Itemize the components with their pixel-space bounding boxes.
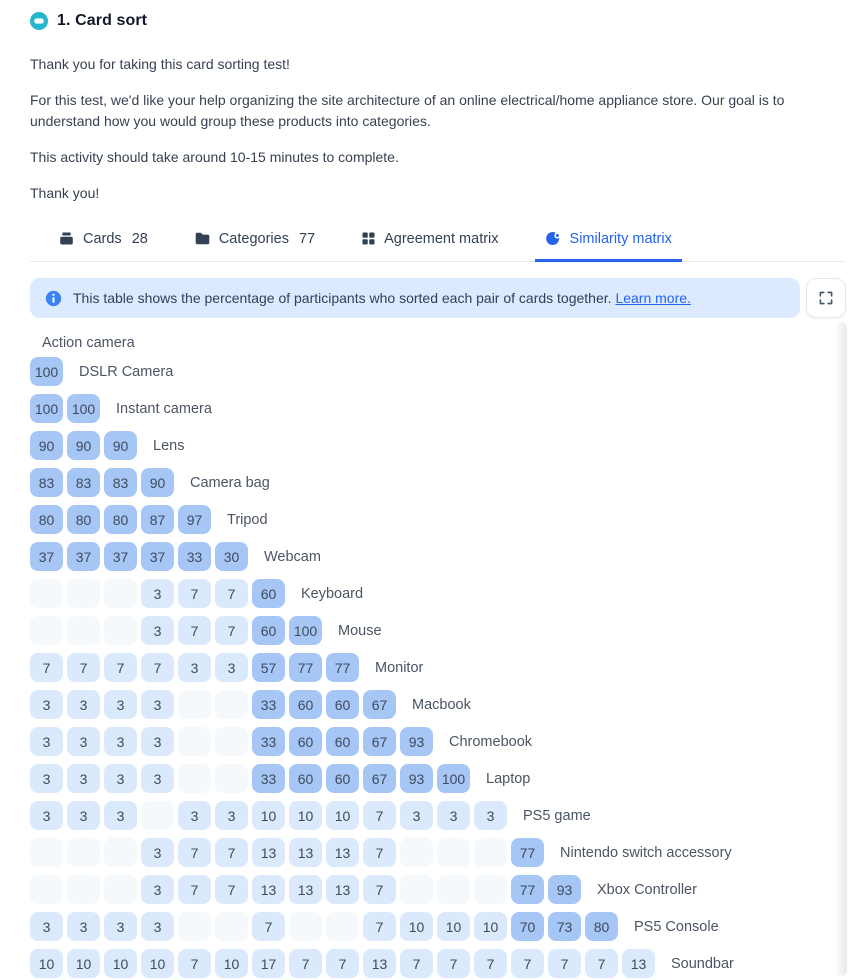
tab-bar bbox=[30, 230, 846, 262]
matrix-cell[interactable]: 70 bbox=[511, 912, 544, 941]
matrix-cell[interactable]: 13 bbox=[289, 875, 322, 904]
matrix-cell[interactable]: 3 bbox=[67, 727, 100, 756]
matrix-row bbox=[30, 838, 850, 867]
matrix-cell[interactable]: 13 bbox=[326, 838, 359, 867]
matrix-cell[interactable]: 3 bbox=[104, 764, 137, 793]
grid-icon bbox=[361, 231, 376, 246]
matrix-cell[interactable]: 100 bbox=[437, 764, 470, 793]
matrix-cell[interactable]: 37 bbox=[141, 542, 174, 571]
matrix-cell[interactable] bbox=[474, 838, 507, 867]
matrix-cell[interactable] bbox=[67, 579, 100, 608]
card-label: Keyboard bbox=[301, 585, 364, 602]
matrix-cell[interactable]: 13 bbox=[622, 949, 655, 978]
matrix-cell[interactable]: 7 bbox=[363, 912, 396, 941]
matrix-row bbox=[30, 431, 850, 460]
matrix-row bbox=[30, 333, 850, 353]
folder-icon bbox=[194, 230, 211, 247]
card-label: Macbook bbox=[412, 696, 471, 713]
matrix-cell[interactable]: 10 bbox=[215, 949, 248, 978]
tab-label: Cards bbox=[83, 230, 122, 247]
matrix-cell[interactable]: 7 bbox=[289, 949, 322, 978]
matrix-cell[interactable]: 3 bbox=[67, 690, 100, 719]
matrix-cell[interactable]: 13 bbox=[252, 875, 285, 904]
matrix-cell[interactable]: 93 bbox=[400, 727, 433, 756]
card-label: Mouse bbox=[338, 622, 382, 639]
tab-categories[interactable] bbox=[184, 230, 325, 262]
matrix-cell[interactable] bbox=[141, 801, 174, 830]
matrix-cell[interactable]: 7 bbox=[104, 653, 137, 682]
matrix-cell[interactable]: 7 bbox=[215, 616, 248, 645]
matrix-cell[interactable] bbox=[67, 875, 100, 904]
matrix-cell[interactable] bbox=[400, 875, 433, 904]
matrix-cell[interactable]: 7 bbox=[363, 838, 396, 867]
matrix-cell[interactable]: 67 bbox=[363, 727, 396, 756]
matrix-cell[interactable]: 7 bbox=[178, 579, 211, 608]
matrix-cell[interactable]: 7 bbox=[548, 949, 581, 978]
matrix-cell[interactable] bbox=[30, 579, 63, 608]
matrix-cell[interactable]: 10 bbox=[252, 801, 285, 830]
matrix-cell[interactable]: 3 bbox=[67, 912, 100, 941]
matrix-cell[interactable]: 7 bbox=[215, 875, 248, 904]
card-label: Tripod bbox=[227, 511, 268, 528]
card-label: Monitor bbox=[375, 659, 424, 676]
intro-paragraph: Thank you! bbox=[30, 185, 100, 201]
matrix-row bbox=[30, 690, 850, 719]
matrix-cell[interactable]: 93 bbox=[400, 764, 433, 793]
matrix-cell[interactable]: 100 bbox=[30, 357, 63, 386]
matrix-cell[interactable]: 3 bbox=[141, 875, 174, 904]
matrix-cell[interactable]: 3 bbox=[215, 653, 248, 682]
info-banner bbox=[30, 278, 800, 318]
matrix-cell[interactable]: 83 bbox=[67, 468, 100, 497]
matrix-cell[interactable]: 3 bbox=[141, 727, 174, 756]
matrix-cell[interactable]: 77 bbox=[511, 875, 544, 904]
matrix-cell[interactable]: 3 bbox=[141, 838, 174, 867]
matrix-cell[interactable]: 3 bbox=[141, 616, 174, 645]
tab-label: Agreement matrix bbox=[384, 230, 499, 247]
card-label: Instant camera bbox=[116, 400, 212, 417]
tab-similarity-matrix[interactable] bbox=[535, 230, 682, 262]
matrix-cell[interactable]: 7 bbox=[178, 875, 211, 904]
matrix-row bbox=[30, 764, 850, 793]
matrix-cell[interactable]: 7 bbox=[178, 838, 211, 867]
matrix-cell[interactable] bbox=[215, 727, 248, 756]
matrix-cell[interactable]: 3 bbox=[104, 912, 137, 941]
tab-count: 28 bbox=[131, 230, 148, 247]
matrix-cell[interactable]: 33 bbox=[252, 690, 285, 719]
similarity-matrix bbox=[30, 333, 850, 978]
matrix-cell[interactable] bbox=[215, 912, 248, 941]
matrix-row bbox=[30, 579, 850, 608]
matrix-cell[interactable]: 100 bbox=[30, 394, 63, 423]
matrix-cell[interactable]: 33 bbox=[252, 764, 285, 793]
matrix-cell[interactable]: 73 bbox=[548, 912, 581, 941]
matrix-cell[interactable] bbox=[289, 912, 322, 941]
matrix-cell[interactable]: 93 bbox=[548, 875, 581, 904]
matrix-cell[interactable] bbox=[30, 838, 63, 867]
learn-more-link[interactable]: Learn more. bbox=[615, 290, 691, 306]
matrix-row bbox=[30, 468, 850, 497]
matrix-cell[interactable]: 3 bbox=[141, 579, 174, 608]
matrix-cell[interactable]: 10 bbox=[141, 949, 174, 978]
card-label: Nintendo switch accessory bbox=[560, 844, 732, 861]
matrix-row bbox=[30, 727, 850, 756]
card-label: Xbox Controller bbox=[597, 881, 697, 898]
matrix-cell[interactable]: 10 bbox=[326, 801, 359, 830]
matrix-cell[interactable] bbox=[30, 616, 63, 645]
card-label: DSLR Camera bbox=[79, 363, 174, 380]
matrix-cell[interactable]: 60 bbox=[326, 764, 359, 793]
matrix-cell[interactable]: 3 bbox=[141, 912, 174, 941]
matrix-cell[interactable]: 3 bbox=[30, 690, 63, 719]
matrix-cell[interactable]: 90 bbox=[141, 468, 174, 497]
banner-row bbox=[30, 278, 846, 318]
matrix-cell[interactable] bbox=[104, 875, 137, 904]
matrix-cell[interactable] bbox=[104, 579, 137, 608]
matrix-cell[interactable]: 3 bbox=[178, 653, 211, 682]
matrix-cell[interactable] bbox=[215, 764, 248, 793]
matrix-cell[interactable]: 60 bbox=[252, 616, 285, 645]
matrix-cell[interactable] bbox=[104, 616, 137, 645]
matrix-cell[interactable]: 3 bbox=[141, 690, 174, 719]
matrix-cell[interactable]: 30 bbox=[215, 542, 248, 571]
matrix-cell[interactable]: 3 bbox=[400, 801, 433, 830]
matrix-cell[interactable]: 37 bbox=[104, 542, 137, 571]
matrix-cell[interactable] bbox=[178, 690, 211, 719]
matrix-cell[interactable]: 7 bbox=[215, 838, 248, 867]
matrix-cell[interactable]: 10 bbox=[437, 912, 470, 941]
matrix-cell[interactable]: 10 bbox=[67, 949, 100, 978]
matrix-cell[interactable] bbox=[30, 875, 63, 904]
matrix-cell[interactable]: 7 bbox=[437, 949, 470, 978]
matrix-row bbox=[30, 912, 850, 941]
tab-cards[interactable] bbox=[48, 230, 158, 262]
matrix-cell[interactable]: 90 bbox=[67, 431, 100, 460]
matrix-cell[interactable]: 3 bbox=[104, 690, 137, 719]
matrix-row bbox=[30, 801, 850, 830]
card-label: Laptop bbox=[486, 770, 531, 787]
matrix-cell[interactable] bbox=[215, 690, 248, 719]
matrix-cell[interactable]: 7 bbox=[511, 949, 544, 978]
matrix-cell[interactable]: 33 bbox=[252, 727, 285, 756]
matrix-cell[interactable]: 77 bbox=[511, 838, 544, 867]
matrix-cell[interactable]: 57 bbox=[252, 653, 285, 682]
matrix-cell[interactable]: 3 bbox=[30, 912, 63, 941]
matrix-cell[interactable]: 77 bbox=[289, 653, 322, 682]
similarity-icon bbox=[545, 230, 562, 247]
matrix-cell[interactable]: 10 bbox=[104, 949, 137, 978]
matrix-cell[interactable] bbox=[67, 616, 100, 645]
matrix-cell[interactable]: 13 bbox=[252, 838, 285, 867]
matrix-cell[interactable] bbox=[437, 838, 470, 867]
cards-icon bbox=[58, 230, 75, 247]
tab-label: Similarity matrix bbox=[569, 230, 672, 247]
matrix-row bbox=[30, 616, 850, 645]
matrix-cell[interactable]: 10 bbox=[400, 912, 433, 941]
matrix-cell[interactable]: 80 bbox=[67, 505, 100, 534]
matrix-cell[interactable]: 60 bbox=[289, 690, 322, 719]
page-title: 1. Card sort bbox=[57, 12, 148, 29]
matrix-row bbox=[30, 505, 850, 534]
matrix-cell[interactable]: 100 bbox=[289, 616, 322, 645]
matrix-cell[interactable]: 3 bbox=[141, 764, 174, 793]
matrix-cell[interactable]: 100 bbox=[67, 394, 100, 423]
matrix-cell[interactable]: 83 bbox=[30, 468, 63, 497]
matrix-cell[interactable]: 7 bbox=[585, 949, 618, 978]
matrix-cell[interactable]: 67 bbox=[363, 764, 396, 793]
matrix-cell[interactable]: 83 bbox=[104, 468, 137, 497]
matrix-cell[interactable]: 3 bbox=[215, 801, 248, 830]
matrix-cell[interactable]: 7 bbox=[178, 949, 211, 978]
card-sort-icon bbox=[30, 12, 48, 30]
matrix-row bbox=[30, 542, 850, 571]
matrix-cell[interactable]: 37 bbox=[30, 542, 63, 571]
tab-count: 77 bbox=[298, 230, 316, 247]
matrix-cell[interactable]: 3 bbox=[30, 801, 63, 830]
card-label: Soundbar bbox=[671, 955, 734, 972]
matrix-cell[interactable]: 90 bbox=[104, 431, 137, 460]
matrix-cell[interactable] bbox=[474, 875, 507, 904]
matrix-cell[interactable]: 7 bbox=[30, 653, 63, 682]
tab-agreement-matrix[interactable] bbox=[351, 230, 508, 262]
matrix-cell[interactable]: 7 bbox=[474, 949, 507, 978]
matrix-cell[interactable]: 3 bbox=[67, 801, 100, 830]
matrix-cell[interactable] bbox=[400, 838, 433, 867]
matrix-cell[interactable]: 60 bbox=[326, 690, 359, 719]
matrix-cell[interactable]: 10 bbox=[474, 912, 507, 941]
matrix-cell[interactable]: 13 bbox=[326, 875, 359, 904]
card-label: PS5 game bbox=[523, 807, 591, 824]
intro-paragraph: For this test, we'd like your help organizing the site architecture of an online electrical/home appliance store. Our goal is to understand how you would group these products into categories. bbox=[30, 92, 785, 129]
matrix-cell[interactable]: 17 bbox=[252, 949, 285, 978]
matrix-cell[interactable]: 37 bbox=[67, 542, 100, 571]
matrix-cell[interactable]: 3 bbox=[30, 764, 63, 793]
matrix-cell[interactable] bbox=[326, 912, 359, 941]
matrix-cell[interactable]: 3 bbox=[104, 801, 137, 830]
matrix-cell[interactable]: 7 bbox=[215, 579, 248, 608]
matrix-cell[interactable]: 7 bbox=[178, 616, 211, 645]
matrix-cell[interactable] bbox=[67, 838, 100, 867]
tab-label: Categories bbox=[218, 230, 289, 247]
matrix-cell[interactable]: 3 bbox=[178, 801, 211, 830]
matrix-cell[interactable]: 10 bbox=[30, 949, 63, 978]
intro-paragraph: Thank you for taking this card sorting test! bbox=[30, 56, 290, 72]
matrix-cell[interactable]: 80 bbox=[30, 505, 63, 534]
expand-icon bbox=[818, 290, 834, 306]
matrix-cell[interactable]: 60 bbox=[252, 579, 285, 608]
card-label: Action camera bbox=[42, 335, 135, 351]
matrix-row bbox=[30, 357, 850, 386]
matrix-cell[interactable]: 87 bbox=[141, 505, 174, 534]
matrix-cell[interactable]: 3 bbox=[67, 764, 100, 793]
matrix-cell[interactable] bbox=[178, 764, 211, 793]
matrix-cell[interactable]: 97 bbox=[178, 505, 211, 534]
matrix-cell[interactable]: 7 bbox=[67, 653, 100, 682]
intro-paragraph: This activity should take around 10-15 minutes to complete. bbox=[30, 149, 399, 165]
expand-button[interactable] bbox=[806, 278, 846, 318]
card-label: Lens bbox=[153, 437, 185, 454]
matrix-cell[interactable] bbox=[178, 727, 211, 756]
matrix-row bbox=[30, 394, 850, 423]
matrix-cell[interactable]: 60 bbox=[289, 764, 322, 793]
matrix-cell[interactable]: 3 bbox=[104, 727, 137, 756]
info-icon bbox=[45, 290, 62, 307]
matrix-cell[interactable]: 3 bbox=[30, 727, 63, 756]
matrix-cell[interactable]: 13 bbox=[363, 949, 396, 978]
matrix-cell[interactable] bbox=[437, 875, 470, 904]
card-label: Chromebook bbox=[449, 733, 533, 750]
matrix-cell[interactable]: 67 bbox=[363, 690, 396, 719]
card-label: Webcam bbox=[264, 548, 321, 565]
matrix-cell[interactable]: 60 bbox=[289, 727, 322, 756]
matrix-cell[interactable] bbox=[104, 838, 137, 867]
matrix-cell[interactable]: 3 bbox=[474, 801, 507, 830]
matrix-row bbox=[30, 875, 850, 904]
matrix-cell[interactable]: 13 bbox=[289, 838, 322, 867]
matrix-row bbox=[30, 653, 850, 682]
matrix-cell[interactable]: 10 bbox=[289, 801, 322, 830]
matrix-cell[interactable]: 33 bbox=[178, 542, 211, 571]
matrix-cell[interactable]: 3 bbox=[437, 801, 470, 830]
matrix-cell[interactable]: 80 bbox=[585, 912, 618, 941]
matrix-cell[interactable]: 7 bbox=[363, 875, 396, 904]
matrix-cell[interactable]: 7 bbox=[326, 949, 359, 978]
banner-text: This table shows the percentage of participants who sorted each pair of cards together. Learn more. bbox=[73, 290, 691, 306]
matrix-cell[interactable]: 60 bbox=[326, 727, 359, 756]
matrix-cell[interactable]: 77 bbox=[326, 653, 359, 682]
matrix-cell[interactable]: 7 bbox=[363, 801, 396, 830]
matrix-row bbox=[30, 949, 850, 978]
matrix-cell[interactable]: 7 bbox=[252, 912, 285, 941]
matrix-cell[interactable]: 7 bbox=[141, 653, 174, 682]
page-header bbox=[30, 12, 850, 30]
card-label: Camera bag bbox=[190, 474, 270, 491]
matrix-cell[interactable]: 90 bbox=[30, 431, 63, 460]
matrix-cell[interactable]: 80 bbox=[104, 505, 137, 534]
card-label: PS5 Console bbox=[634, 918, 719, 935]
matrix-cell[interactable] bbox=[178, 912, 211, 941]
matrix-cell[interactable]: 7 bbox=[400, 949, 433, 978]
intro-text bbox=[30, 54, 850, 204]
